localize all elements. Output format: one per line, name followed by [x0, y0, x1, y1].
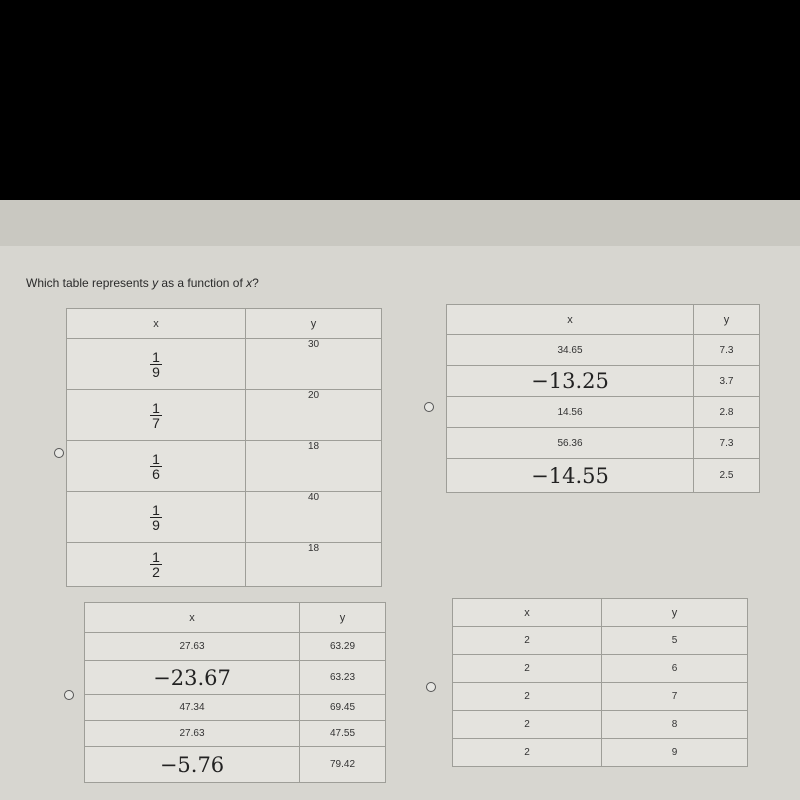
col-header-y: y	[694, 305, 760, 335]
table-cell-y: 6	[602, 655, 748, 683]
table-cell-x: 27.63	[85, 633, 300, 661]
table-cell-x: 2	[453, 739, 602, 767]
option-a-table	[66, 308, 382, 587]
table-cell-x: 2	[453, 711, 602, 739]
col-header-x: x	[447, 305, 694, 335]
fraction-numerator: 1	[152, 348, 160, 365]
table-cell-y: 30	[246, 339, 382, 390]
table-cell-x: 2	[453, 683, 602, 711]
col-header-x: x	[67, 309, 246, 339]
table-cell-y: 8	[602, 711, 748, 739]
table-cell-x: −23.67	[85, 661, 300, 695]
fraction-numerator: 1	[152, 450, 160, 467]
table-cell-x	[67, 492, 246, 543]
table-cell-x: −14.55	[447, 459, 694, 493]
question-part: as a function of	[158, 276, 247, 290]
table-cell-x: 2	[453, 627, 602, 655]
table-cell-y: 69.45	[300, 695, 386, 721]
fraction-denominator: 2	[152, 564, 160, 580]
col-header-y: y	[246, 309, 382, 339]
table-cell-x: 47.34	[85, 695, 300, 721]
table-cell-y: 5	[602, 627, 748, 655]
quiz-screen	[0, 200, 800, 800]
table-cell-y: 63.23	[300, 661, 386, 695]
fraction-numerator: 1	[152, 501, 160, 518]
fraction-numerator: 1	[152, 549, 160, 565]
col-header-y: y	[602, 599, 748, 627]
table-cell-y: 7.3	[694, 428, 760, 459]
table-cell-x: −5.76	[85, 747, 300, 783]
question-text	[26, 276, 259, 290]
table-cell-x	[67, 543, 246, 587]
table-cell-x: −13.25	[447, 366, 694, 397]
top-bar	[0, 200, 800, 246]
table-cell-y: 7.3	[694, 335, 760, 366]
table-cell-x	[67, 390, 246, 441]
table-cell-x: 2	[453, 655, 602, 683]
fraction-denominator: 6	[152, 465, 160, 482]
question-var-x: x	[246, 276, 253, 290]
option-d-radio[interactable]	[426, 682, 436, 692]
table-cell-y: 2.8	[694, 397, 760, 428]
option-a-radio[interactable]	[54, 448, 64, 458]
option-b-radio[interactable]	[424, 402, 434, 412]
fraction-denominator: 9	[152, 516, 160, 533]
question-part: ?	[252, 276, 259, 290]
fraction-denominator: 9	[152, 363, 160, 380]
col-header-x: x	[85, 603, 300, 633]
table-cell-x: 34.65	[447, 335, 694, 366]
option-c-table	[84, 602, 386, 783]
col-header-y: y	[300, 603, 386, 633]
option-d-table	[452, 598, 748, 767]
question-var-y: y	[152, 276, 159, 290]
table-cell-x: 56.36	[447, 428, 694, 459]
table-cell-y: 7	[602, 683, 748, 711]
table-cell-y: 79.42	[300, 747, 386, 783]
table-cell-y: 2.5	[694, 459, 760, 493]
fraction-denominator: 7	[152, 414, 160, 431]
table-cell-y: 18	[246, 441, 382, 492]
table-cell-x: 27.63	[85, 721, 300, 747]
table-cell-y: 47.55	[300, 721, 386, 747]
table-cell-x	[67, 441, 246, 492]
col-header-x: x	[453, 599, 602, 627]
table-cell-y: 63.29	[300, 633, 386, 661]
table-cell-y: 9	[602, 739, 748, 767]
table-cell-y: 40	[246, 492, 382, 543]
option-b-table	[446, 304, 760, 493]
table-cell-x	[67, 339, 246, 390]
table-cell-y: 18	[246, 543, 382, 587]
fraction-numerator: 1	[152, 399, 160, 416]
option-c-radio[interactable]	[64, 690, 74, 700]
table-cell-x: 14.56	[447, 397, 694, 428]
table-cell-y: 20	[246, 390, 382, 441]
question-part: Which table represents	[26, 276, 153, 290]
table-cell-y: 3.7	[694, 366, 760, 397]
